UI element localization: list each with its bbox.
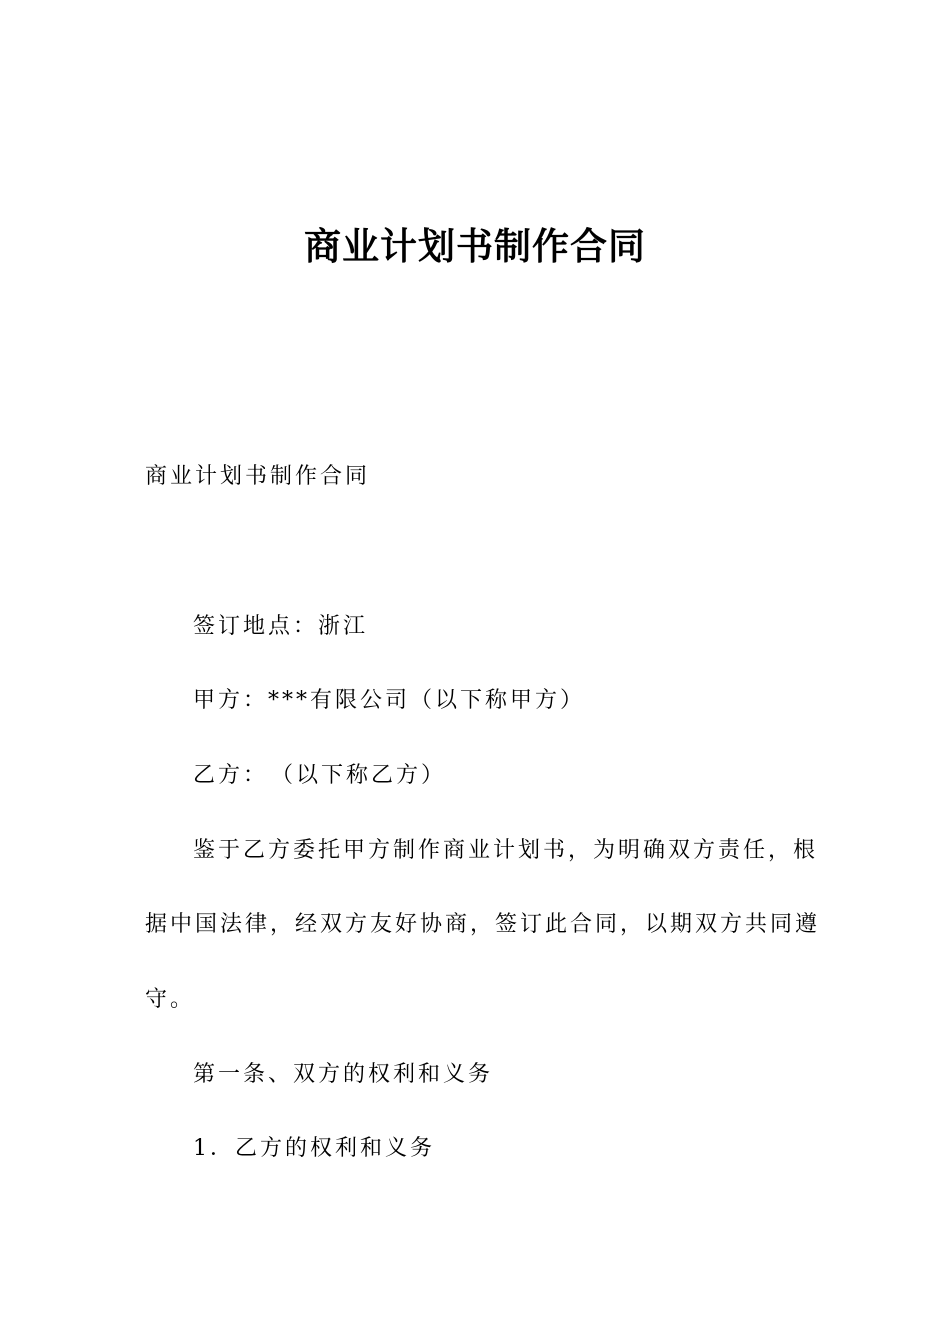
preamble-line: 守。 (145, 987, 196, 1012)
preamble-line: 据中国法律，经双方友好协商，签订此合同，以期双方共同遵 (145, 912, 821, 937)
signing-place-line: 签订地点：浙江 (193, 614, 369, 639)
article-heading: 第一条、双方的权利和义务 (193, 1062, 494, 1087)
section-heading: 1．乙方的权利和义务 (193, 1136, 435, 1161)
party-b-line: 乙方： （以下称乙方） (193, 763, 447, 788)
preamble-line: 鉴于乙方委托甲方制作商业计划书，为明确双方责任，根 (193, 838, 819, 863)
page-title: 商业计划书制作合同 (304, 225, 646, 268)
party-a-line: 甲方：***有限公司（以下称甲方） (193, 688, 586, 713)
document-subtitle: 商业计划书制作合同 (145, 464, 371, 489)
